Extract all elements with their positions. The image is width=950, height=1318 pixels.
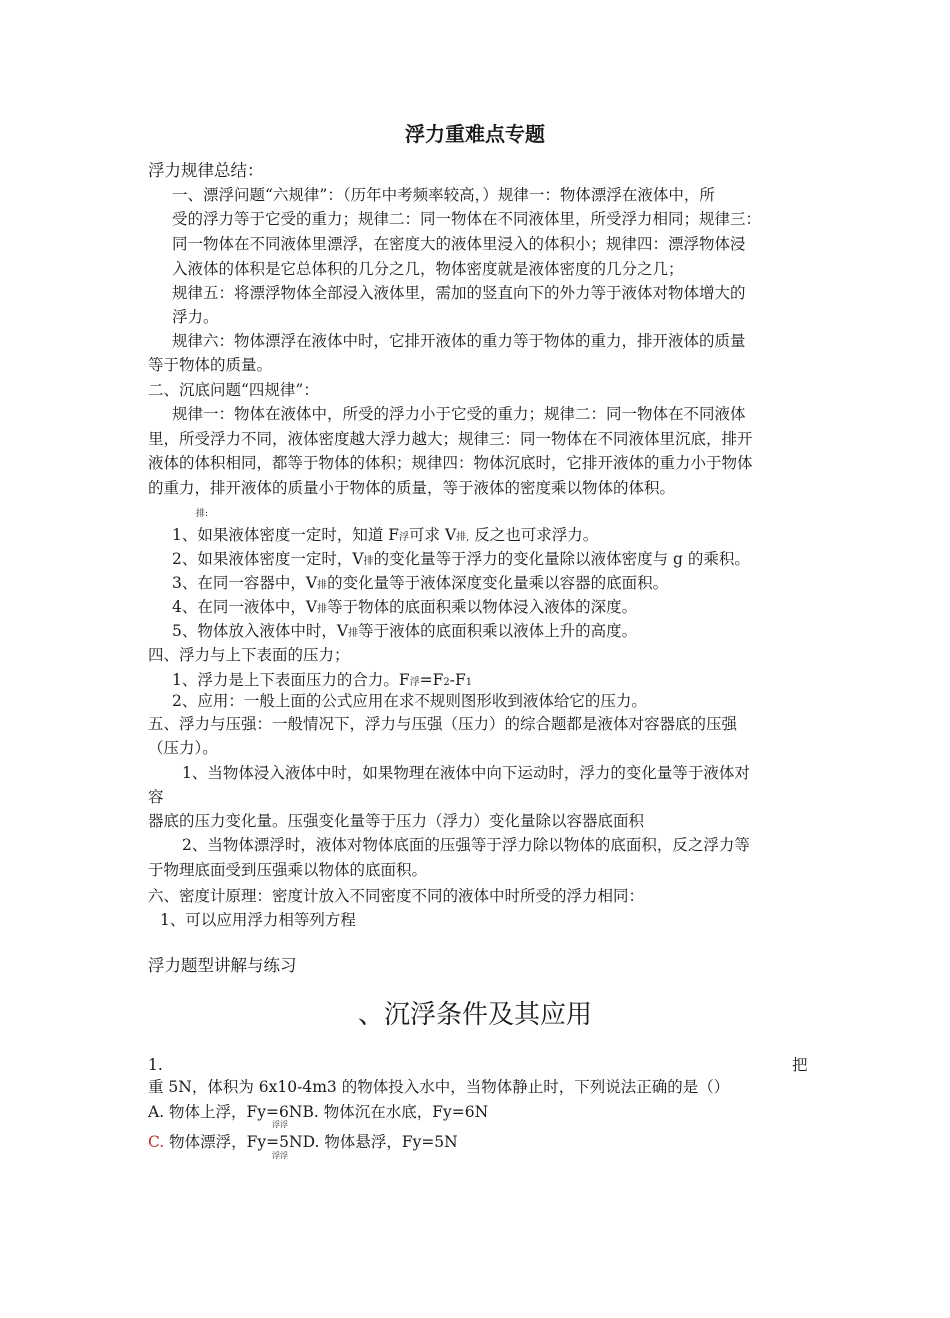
summary-heading: 浮力规律总结： [148,161,264,180]
s4-item: 1、浮力是上下表面压力的合力。F浮=F2-F1 [172,671,473,689]
subscript-note: 浮浮 [272,1151,288,1160]
s1-line: 受的浮力等于它受的重力；规律二：同一物体在不同液体里，所受浮力相同；规律三： [172,210,762,228]
s5-heading-cont: （压力）。 [148,739,218,757]
question-stem-start: 把 [792,1056,808,1074]
s1-line: 规律五：将漂浮物体全部浸入液体里，需加的竖直向下的外力等于液体对物体增大的 [172,284,746,302]
question-stem: 重 5N，体积为 6x10-4m3 的物体投入水中，当物体静止时，下列说法正确的是（） [148,1078,730,1096]
s1-line: 等于物体的质量。 [148,356,273,374]
s5-paragraph: 于物理底面受到压强乘以物体的底面积。 [148,861,428,879]
s1-line: 规律六：物体漂浮在液体中时，它排开液体的重力等于物体的重力，排开液体的质量 [172,332,746,350]
question-number: 1. [148,1056,163,1074]
s5-paragraph: 器底的压力变化量。压强变化量等于压力（浮力）变化量除以容器底面积 [148,812,645,830]
s2-line: 的重力，排开液体的质量小于物体的质量，等于液体的密度乘以物体的体积。 [148,479,676,497]
s5-heading: 五、浮力与压强：一般情况下，浮力与压强（压力）的综合题都是液体对容器底的压强 [148,715,738,733]
practice-heading: 浮力题型讲解与练习 [148,956,297,975]
s5-paragraph: 容 [148,788,164,806]
s5-paragraph: 1、当物体浸入液体中时，如果物理在液体中向下运动时，浮力的变化量等于液体对 [182,764,750,782]
s3-item: 4、在同一液体中，V排等于物体的底面积乘以物体浸入液体的深度。 [172,598,638,616]
s3-item: 5、物体放入液体中时，V排等于液体的底面积乘以液体上升的高度。 [172,622,638,640]
subscript-note: 浮浮 [272,1120,288,1129]
s6-heading: 六、密度计原理：密度计放入不同密度不同的液体中时所受的浮力相同： [148,887,645,905]
s1-line: 入液体的体积是它总体积的几分之几，物体密度就是液体密度的几分之几； [172,260,684,278]
s2-heading: 二、沉底问题“四规律”： [148,381,319,399]
option-c-label: C. [148,1133,165,1151]
s2-line: 液体的体积相同，都等于物体的体积；规律四：物体沉底时，它排开液体的重力小于物体 [148,454,753,472]
s3-fragment: 排: [196,509,209,519]
s3-item: 3、在同一容器中，V排的变化量等于液体深度变化量乘以容器的底面积。 [172,574,669,592]
s4-item: 2、应用：一般上面的公式应用在求不规则图形收到液体给它的压力。 [172,692,647,710]
s2-line: 里，所受浮力不同，液体密度越大浮力越大；规律三：同一物体在不同液体里沉底，排开 [148,430,753,448]
s6-item: 1、可以应用浮力相等列方程 [160,911,356,929]
s4-heading: 四、浮力与上下表面的压力； [148,646,350,664]
s1-line: 同一物体在不同液体里漂浮，在密度大的液体里浸入的体积小；规律四：漂浮物体浸 [172,235,746,253]
page-title: 浮力重难点专题 [405,122,545,146]
section-heading: 、沉浮条件及其应用 [357,1000,592,1030]
s2-line: 规律一：物体在液体中，所受的浮力小于它受的重力；规律二：同一物体在不同液体 [172,405,746,423]
s5-paragraph: 2、当物体漂浮时，液体对物体底面的压强等于浮力除以物体的底面积，反之浮力等 [182,836,750,854]
s3-item: 2、如果液体密度一定时，V排的变化量等于浮力的变化量除以液体密度与 g 的乘积。 [172,550,750,568]
s3-item: 1、如果液体密度一定时，知道 F浮可求 V排, 反之也可求浮力。 [172,526,599,544]
s1-heading: 一、漂浮问题“六规律”：（历年中考频率较高，）规律一：物体漂浮在液体中，所 [172,186,715,204]
options-a-b: A. 物体上浮，Fy=6NB. 物体沉在水底，Fy=6N [148,1103,489,1121]
options-c-d: C. 物体漂浮，Fy=5ND. 物体悬浮，Fy=5N [148,1133,458,1151]
s1-line: 浮力。 [172,308,219,326]
